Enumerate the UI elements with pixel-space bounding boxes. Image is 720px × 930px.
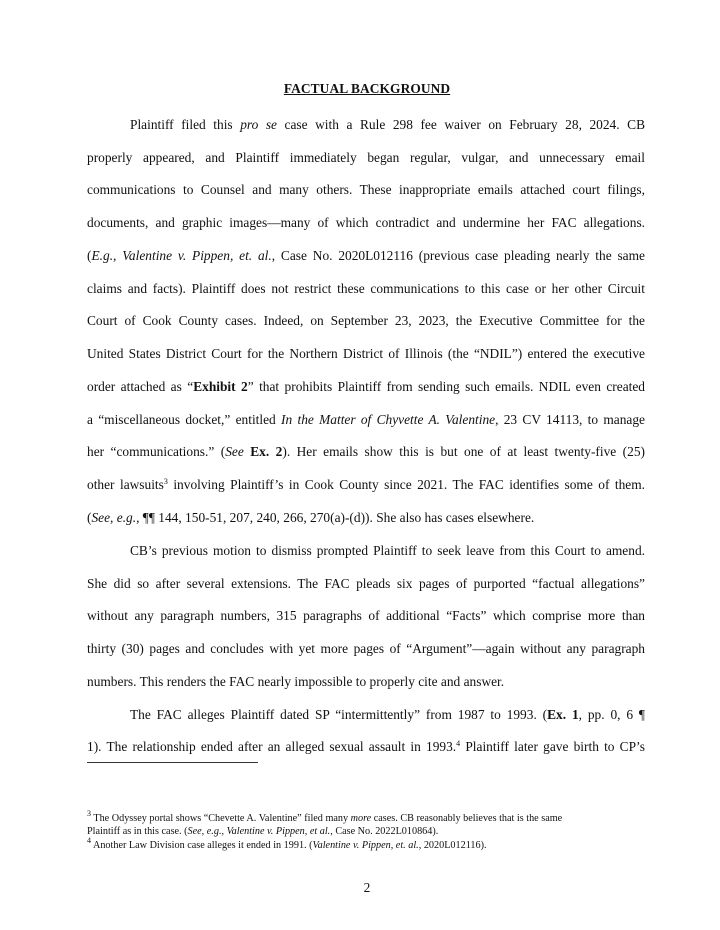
body-line: The FAC alleges Plaintiff dated SP “intermittently” from 1987 to 1993. (Ex. 1, pp. 0, 6 ¶ [130, 707, 645, 722]
body-line: claims and facts). Plaintiff does not restrict these communications to this case or her other Circuit [87, 281, 645, 296]
body-line: Plaintiff filed this pro se case with a Rule 298 fee waiver on February 28, 2024. CB [130, 117, 646, 132]
body-line: without any paragraph numbers, 315 paragraphs of additional “Facts” which comprise more than [87, 608, 645, 623]
body-line: United States District Court for the Northern District of Illinois (the “NDIL”) entered the executive [87, 346, 645, 361]
footnote-3-cont: Plaintiff as in this case. (See, e.g., Valentine v. Pippen, et al., Case No. 2022L010864). [87, 826, 439, 837]
body-line: Court of Cook County cases. Indeed, on September 23, 2023, the Executive Committee for the [87, 313, 645, 328]
body-line: CB’s previous motion to dismiss prompted Plaintiff to seek leave from this Court to amend. [130, 543, 645, 558]
body-line: 1). The relationship ended after an alleged sexual assault in 1993.$^4$ Plaintiff later gave birth to CP’s [87, 739, 645, 754]
footnote-3: $^3$ The Odyssey portal shows “Chevette A. Valentine” filed many more cases. CB reasonably believes that is the same [87, 809, 563, 824]
body-line: (See, e.g., ¶¶ 144, 150-51, 207, 240, 266, 270(a)-(d)). She also has cases elsewhere. [87, 510, 535, 525]
body-line: documents, and graphic images—many of which contradict and undermine her FAC allegations. [87, 215, 645, 230]
body-line: She did so after several extensions. The FAC pleads six pages of purported “factual allegations” [87, 576, 645, 591]
body-line: numbers. This renders the FAC nearly impossible to properly cite and answer. [87, 674, 505, 689]
body-line: (E.g., Valentine v. Pippen, et. al., Case No. 2020L012116 (previous case pleading nearly the same [87, 248, 645, 263]
footnote-4: $^4$ Another Law Division case alleges it ended in 1991. (Valentine v. Pippen, et. al., 2020L012116). [87, 836, 487, 851]
body-line: thirty (30) pages and concludes with yet more pages of “Argument”—again without any paragraph [87, 641, 645, 656]
page-number: 2 [363, 880, 371, 895]
body-line: other lawsuits$^3$ involving Plaintiff’s in Cook County since 2021. The FAC identifies some of them. [87, 477, 645, 492]
body-line: a “miscellaneous docket,” entitled In the Matter of Chyvette A. Valentine, 23 CV 14113, to manage [87, 412, 646, 427]
body-line: order attached as “Exhibit 2” that prohibits Plaintiff from sending such emails. NDIL even created [87, 379, 646, 394]
section-heading: FACTUAL BACKGROUND [283, 81, 451, 96]
body-line: her “communications.” (See Ex. 2). Her emails show this is but one of at least twenty-five (25) [87, 444, 645, 459]
body-line: communications to Counsel and many others. These inappropriate emails attached court filings, [87, 182, 645, 197]
footnote-separator [87, 762, 258, 763]
body-line: properly appeared, and Plaintiff immediately began regular, vulgar, and unnecessary email [87, 150, 645, 165]
